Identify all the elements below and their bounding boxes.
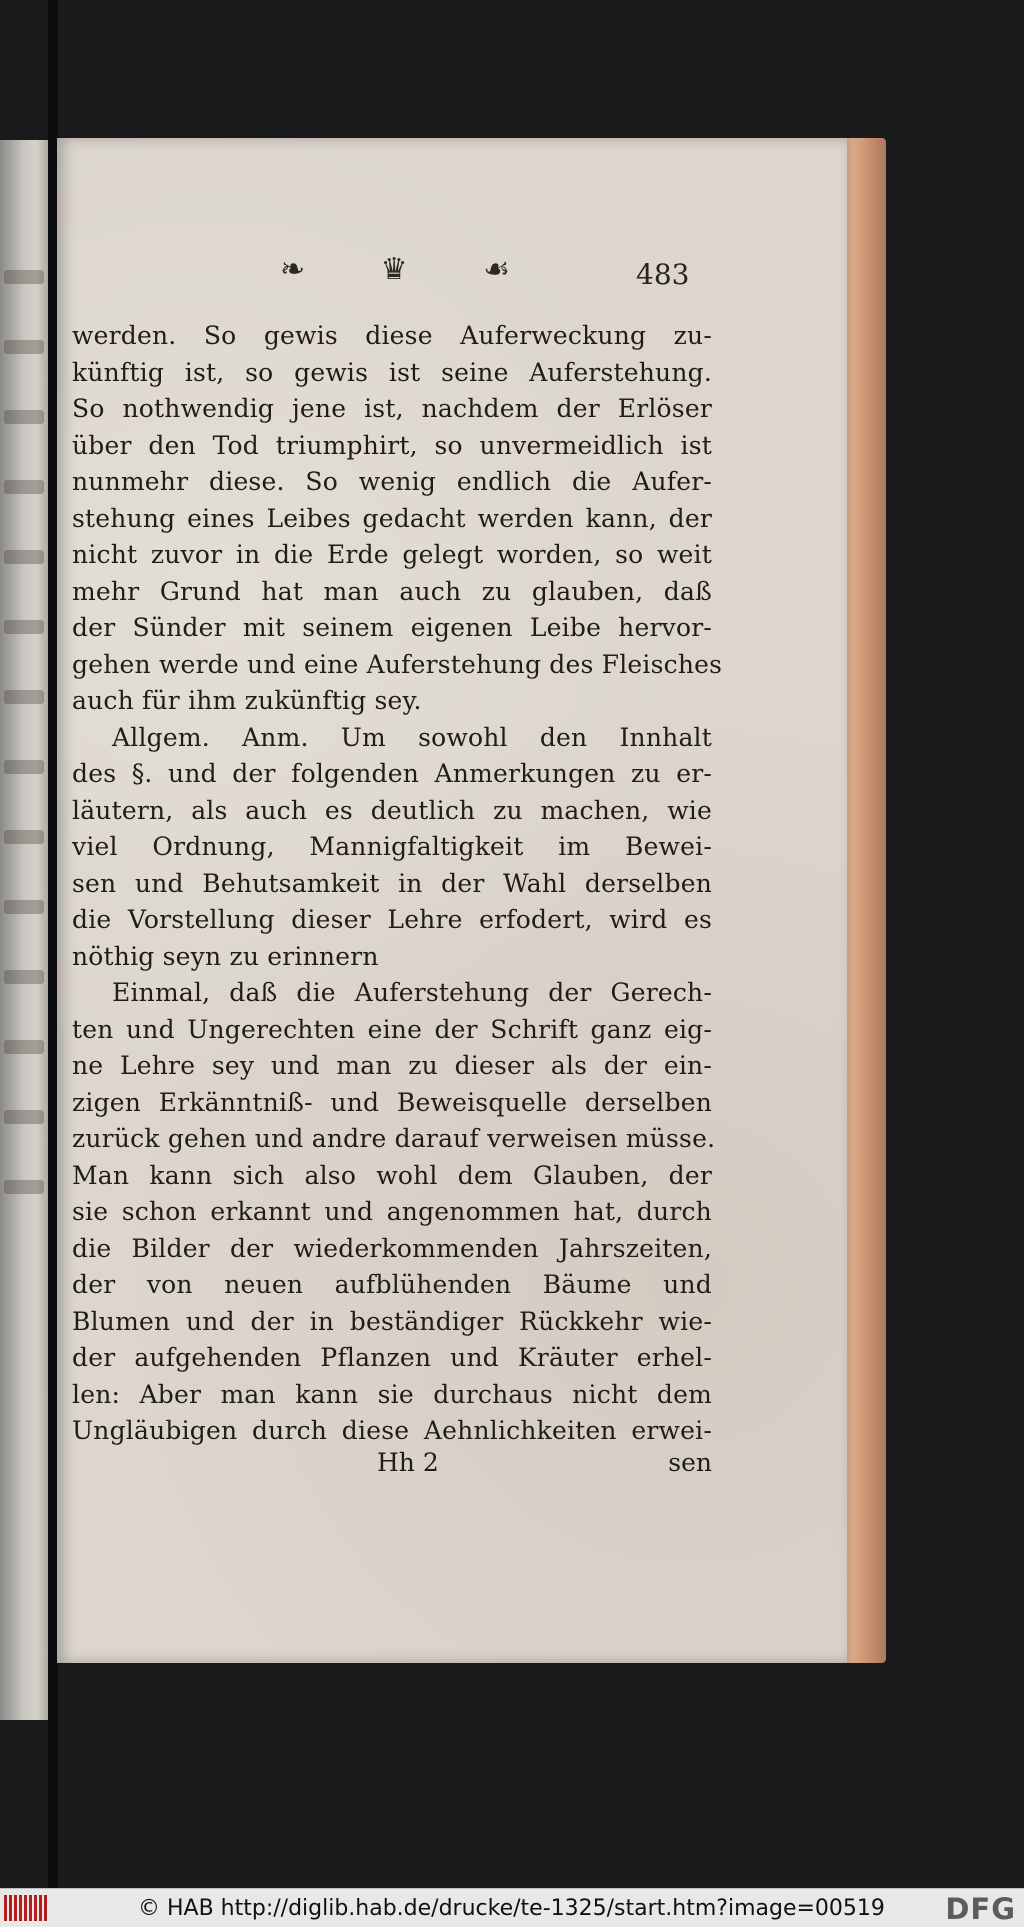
ink-bleed [4,970,44,984]
text-line: sen und Behutsamkeit in der Wahl derselben [72,868,712,898]
ink-bleed [4,550,44,564]
text-line: zigen Erkänntniß- und Beweisquelle derselben [72,1087,712,1117]
ink-bleed [4,830,44,844]
text-line: Blumen und der in beständiger Rückkehr wie- [72,1306,712,1336]
previous-page-edge [0,140,52,1720]
ink-bleed [4,900,44,914]
text-line: der von neuen aufblühenden Bäume und [72,1270,712,1299]
page-number: 483 [636,258,690,291]
text-line: gehen werde und eine Auferstehung des Fleisches [72,649,723,679]
library-logo-icon [4,1895,48,1921]
dfg-logo: DFG [945,1892,1016,1926]
page-foot [72,1448,712,1484]
catchword: sen [668,1448,712,1477]
ink-bleed [4,340,44,354]
ink-bleed [4,270,44,284]
ink-bleed [4,760,44,774]
text-line: läutern, als auch es deutlich zu machen, wie [72,795,712,825]
text-line: der Sünder mit seinem eigenen Leibe hervor- [72,613,712,642]
text-line: der aufgehenden Pflanzen und Kräuter erhel- [72,1343,712,1372]
text-line: künftig ist, so gewis ist seine Auferstehung. [72,357,712,387]
signature-mark: Hh 2 [377,1448,439,1477]
text-line: Man kann sich also wohl dem Glauben, der [72,1160,712,1190]
headpiece-ornament [280,250,510,290]
text-line: Ungläubigen durch diese Aehnlichkeiten erwei- [72,1416,712,1445]
text-line: nicht zuvor in die Erde gelegt worden, so weit [72,540,712,569]
ink-bleed [4,1040,44,1054]
text-line: stehung eines Leibes gedacht werden kann, der [72,503,712,533]
text-line: des §. und der folgenden Anmerkungen zu er- [72,759,712,788]
text-line: mehr Grund hat man auch zu glauben, daß [72,576,712,606]
text-line: zurück gehen und andre darauf verweisen müsse. [72,1124,716,1153]
text-line: nöthig seyn zu erinnern [72,941,379,971]
text-line: werden. So gewis diese Auferweckung zu- [72,321,712,350]
text-line: ne Lehre sey und man zu dieser als der ein- [72,1051,712,1080]
text-line: So nothwendig jene ist, nachdem der Erlöser [72,394,712,423]
ink-bleed [4,1110,44,1124]
text-line: die Bilder der wiederkommenden Jahrszeiten, [72,1233,712,1263]
body-text [72,318,723,1450]
ink-bleed [4,1180,44,1194]
text-line: die Vorstellung dieser Lehre erfodert, wird es [72,905,712,934]
text-line: Allgem. Anm. Um sowohl den Innhalt [112,722,712,752]
fleuron-left-icon: ❧ [280,252,306,287]
ink-bleed [4,480,44,494]
text-line: Einmal, daß die Auferstehung der Gerech- [112,978,712,1007]
text-line: über den Tod triumphirt, so unvermeidlich ist [72,430,712,460]
ink-bleed [4,690,44,704]
ink-bleed [4,620,44,634]
text-line: ten und Ungerechten eine der Schrift ganz eig- [72,1014,712,1044]
crown-icon: ♛ [380,252,408,287]
text-line: auch für ihm zukünftig sey. [72,686,422,715]
ink-bleed [4,410,44,424]
text-line: nunmehr diese. So wenig endlich die Aufer- [72,467,712,496]
text-line: len: Aber man kann sie durchaus nicht dem [72,1379,712,1409]
fleuron-right-icon: ☙ [483,252,510,287]
footer-copyright-link[interactable]: © HAB http://diglib.hab.de/drucke/te-1325/start.htm?image=00519 [138,1896,885,1921]
text-line: viel Ordnung, Mannigfaltigkeit im Bewei- [72,832,712,861]
text-line: sie schon erkannt und angenommen hat, durch [72,1197,712,1226]
footer-bar [0,1888,1024,1927]
